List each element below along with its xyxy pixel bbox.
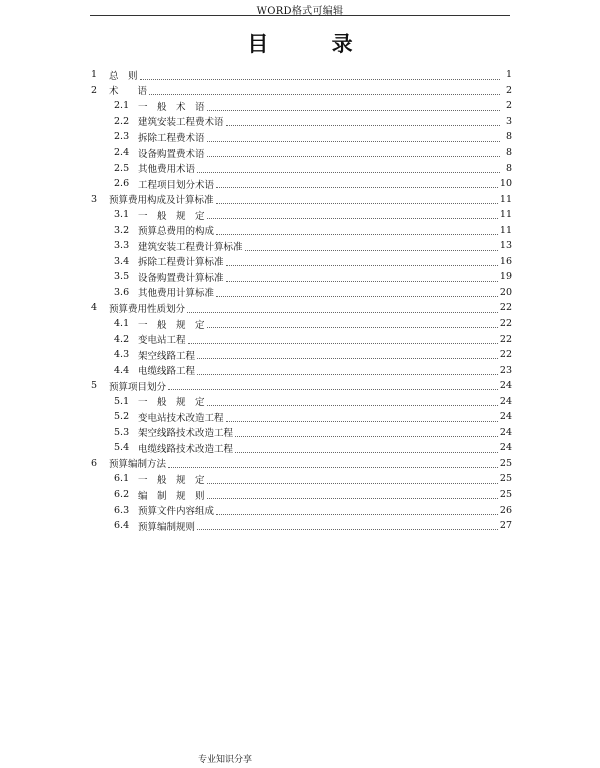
toc-entry-page-number: 24 [499, 442, 512, 454]
toc-entry-number: 5.4 [114, 442, 130, 454]
toc-entry-page-number: 10 [499, 178, 512, 190]
toc-section-entry[interactable] [91, 316, 512, 332]
toc-entry-page-number: 11 [499, 209, 512, 221]
toc-entry-number: 6.1 [114, 473, 130, 485]
toc-dot-leader [235, 436, 498, 437]
toc-entry-page-number: 11 [499, 193, 512, 205]
toc-entry-label: 一 般 规 定 [138, 474, 205, 486]
toc-dot-leader [187, 312, 498, 313]
toc-entry-page-number: 2 [505, 100, 512, 112]
toc-entry-label: 拆除工程费计算标准 [138, 257, 224, 269]
toc-dot-leader [216, 514, 498, 515]
toc-entry-number: 6.3 [114, 504, 130, 516]
toc-entry-number: 3.3 [114, 240, 130, 252]
toc-section-entry[interactable] [91, 269, 512, 285]
toc-entry-number: 4.1 [114, 318, 130, 330]
toc-section-entry[interactable] [91, 176, 512, 192]
toc-dot-leader [207, 218, 498, 219]
toc-entry-label: 预算总费用的构成 [138, 226, 215, 238]
toc-dot-leader [226, 265, 498, 266]
toc-entry-number: 2.1 [114, 100, 130, 112]
toc-entry-label: 电缆线路工程 [138, 366, 196, 378]
toc-dot-leader [149, 94, 500, 95]
toc-entry-number: 5.2 [114, 411, 130, 423]
toc-entry-number: 4 [91, 302, 98, 314]
toc-section-entry[interactable] [91, 425, 512, 441]
toc-section-entry[interactable] [91, 409, 512, 425]
toc-section-entry[interactable] [91, 502, 512, 518]
toc-chapter-entry[interactable] [91, 456, 512, 472]
toc-entry-page-number: 24 [499, 426, 512, 438]
page-title: 目 录 [247, 31, 381, 56]
toc-entry-label: 预算项目划分 [109, 381, 167, 393]
toc-dot-leader [207, 327, 498, 328]
toc-chapter-entry[interactable] [91, 378, 512, 394]
toc-entry-page-number: 24 [499, 380, 512, 392]
toc-entry-page-number: 22 [499, 349, 512, 361]
toc-entry-label: 编 制 规 则 [138, 490, 205, 502]
toc-dot-leader [216, 187, 498, 188]
toc-dot-leader [216, 296, 498, 297]
toc-dot-leader [226, 125, 500, 126]
toc-entry-number: 2.3 [114, 131, 130, 143]
toc-section-entry[interactable] [91, 254, 512, 270]
toc-entry-label: 预算编制方法 [109, 459, 167, 471]
toc-entry-label: 一 般 规 定 [138, 319, 205, 331]
toc-dot-leader [207, 498, 498, 499]
toc-entry-number: 2.5 [114, 162, 130, 174]
toc-entry-label: 变电站技术改造工程 [138, 412, 224, 424]
toc-entry-page-number: 8 [505, 162, 512, 174]
toc-entry-number: 3.2 [114, 224, 130, 236]
toc-entry-label: 预算费用构成及计算标准 [109, 195, 214, 207]
toc-section-entry[interactable] [91, 471, 512, 487]
toc-entry-label: 总 则 [109, 70, 138, 82]
toc-entry-label: 其他费用术语 [138, 164, 196, 176]
toc-entry-page-number: 26 [499, 504, 512, 516]
toc-entry-page-number: 25 [499, 489, 512, 501]
toc-entry-label: 预算费用性质划分 [109, 303, 186, 315]
toc-section-entry[interactable] [91, 440, 512, 456]
toc-entry-label: 预算编制规则 [138, 521, 196, 533]
toc-entry-number: 3.1 [114, 209, 130, 221]
toc-section-entry[interactable] [91, 518, 512, 534]
toc-entry-number: 2.4 [114, 147, 130, 158]
toc-entry-page-number: 22 [499, 318, 512, 330]
toc-entry-page-number: 23 [499, 364, 512, 376]
toc-section-entry[interactable] [91, 393, 512, 409]
toc-chapter-entry[interactable] [91, 67, 512, 83]
toc-section-entry[interactable] [91, 222, 512, 238]
toc-entry-page-number: 22 [499, 302, 512, 314]
toc-entry-page-number: 20 [499, 286, 512, 298]
toc-dot-leader [216, 234, 498, 235]
toc-entry-label: 架空线路技术改造工程 [138, 428, 234, 440]
toc-entry-label: 建筑安装工程费术语 [138, 117, 224, 129]
toc-entry-label: 术 语 [109, 86, 148, 98]
toc-entry-number: 5 [91, 380, 98, 392]
toc-dot-leader [197, 374, 498, 375]
toc-entry-number: 2.6 [114, 178, 130, 190]
toc-dot-leader [216, 203, 498, 204]
toc-entry-page-number: 25 [499, 457, 512, 469]
toc-dot-leader [168, 467, 498, 468]
table-of-contents [91, 67, 512, 533]
toc-entry-page-number: 2 [505, 84, 512, 96]
toc-entry-number: 5.1 [114, 395, 130, 407]
toc-entry-label: 工程项目划分术语 [138, 179, 215, 191]
toc-dot-leader [226, 281, 498, 282]
toc-entry-label: 一 般 规 定 [138, 210, 205, 222]
toc-dot-leader [207, 483, 498, 484]
toc-entry-label: 设备购置费术语 [138, 148, 205, 160]
toc-entry-number: 3.6 [114, 286, 130, 298]
toc-section-entry[interactable] [91, 160, 512, 176]
toc-entry-label: 一 般 规 定 [138, 397, 205, 409]
toc-entry-label: 一 般 术 语 [138, 101, 205, 113]
toc-entry-page-number: 22 [499, 333, 512, 345]
toc-entry-number: 6 [91, 457, 98, 469]
toc-entry-number: 2.2 [114, 115, 130, 127]
toc-entry-number: 2 [91, 84, 98, 96]
toc-dot-leader [188, 343, 498, 344]
toc-section-entry[interactable] [91, 207, 512, 223]
toc-dot-leader [207, 156, 500, 157]
toc-entry-number: 3 [91, 193, 98, 205]
toc-entry-page-number: 25 [499, 473, 512, 485]
toc-entry-label: 电缆线路技术改造工程 [138, 443, 234, 455]
toc-dot-leader [207, 141, 500, 142]
toc-section-entry[interactable] [91, 114, 512, 130]
toc-entry-number: 1 [91, 69, 98, 81]
toc-entry-page-number: 24 [499, 411, 512, 423]
toc-entry-page-number: 27 [499, 520, 512, 532]
toc-entry-number: 4.2 [114, 333, 130, 345]
toc-section-entry[interactable] [91, 362, 512, 378]
header-rule [90, 15, 510, 16]
toc-dot-leader [245, 250, 498, 251]
toc-entry-label: 架空线路工程 [138, 350, 196, 362]
toc-dot-leader [197, 172, 500, 173]
toc-dot-leader [197, 529, 498, 530]
toc-chapter-entry[interactable] [91, 83, 512, 99]
toc-chapter-entry[interactable] [91, 300, 512, 316]
toc-entry-label: 预算文件内容组成 [138, 506, 215, 518]
toc-entry-page-number: 8 [505, 147, 512, 158]
toc-section-entry[interactable] [91, 145, 512, 161]
toc-entry-label: 建筑安装工程费计算标准 [138, 241, 243, 253]
toc-section-entry[interactable] [91, 98, 512, 114]
toc-dot-leader [226, 421, 498, 422]
toc-entry-page-number: 3 [505, 115, 512, 127]
toc-entry-label: 拆除工程费术语 [138, 132, 205, 144]
toc-section-entry[interactable] [91, 238, 512, 254]
toc-entry-number: 4.3 [114, 349, 130, 361]
toc-chapter-entry[interactable] [91, 191, 512, 207]
toc-entry-label: 设备购置费计算标准 [138, 272, 224, 284]
toc-entry-page-number: 24 [499, 395, 512, 407]
toc-dot-leader [235, 452, 498, 453]
toc-entry-page-number: 1 [505, 69, 512, 81]
page-footer: 专业知识分享 [198, 755, 253, 765]
toc-entry-number: 3.4 [114, 255, 130, 267]
toc-entry-page-number: 11 [499, 224, 512, 236]
toc-entry-number: 4.4 [114, 364, 130, 376]
toc-entry-label: 变电站工程 [138, 335, 186, 347]
toc-entry-number: 3.5 [114, 271, 130, 283]
toc-dot-leader [140, 79, 500, 80]
toc-section-entry[interactable] [91, 347, 512, 363]
toc-dot-leader [207, 405, 498, 406]
toc-entry-page-number: 8 [505, 131, 512, 143]
toc-entry-label: 其他费用计算标准 [138, 288, 215, 300]
toc-dot-leader [207, 110, 500, 111]
toc-section-entry[interactable] [91, 129, 512, 145]
page-header: WORD格式可编辑 [256, 6, 344, 17]
toc-entry-number: 6.4 [114, 520, 130, 532]
toc-entry-number: 6.2 [114, 489, 130, 501]
toc-entry-page-number: 16 [499, 255, 512, 267]
toc-entry-number: 5.3 [114, 426, 130, 438]
toc-entry-page-number: 13 [499, 240, 512, 252]
toc-dot-leader [168, 389, 498, 390]
toc-dot-leader [197, 358, 498, 359]
toc-entry-page-number: 19 [499, 271, 512, 283]
toc-section-entry[interactable] [91, 487, 512, 503]
toc-section-entry[interactable] [91, 285, 512, 301]
toc-section-entry[interactable] [91, 331, 512, 347]
